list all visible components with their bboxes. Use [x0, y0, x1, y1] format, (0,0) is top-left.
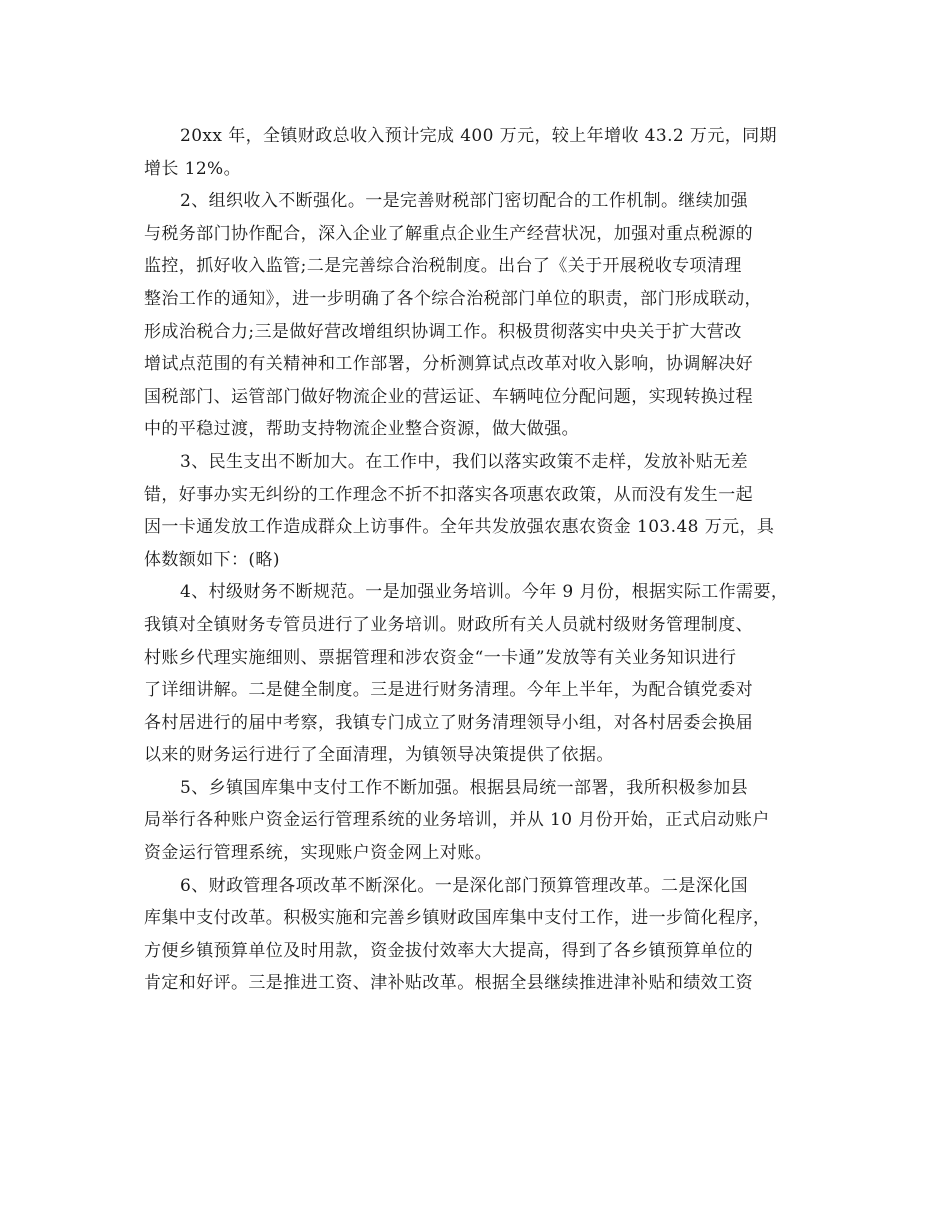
text-line: 体数额如下：(略): [144, 549, 280, 570]
text-line: 4、村级财务不断规范。一是加强业务培训。今年 9 月份，根据实际工作需要，: [180, 582, 789, 603]
text-line: 我镇对全镇财务专管员进行了业务培训。财政所有关人员就村级财务管理制度、: [144, 614, 753, 635]
text-line: 方便乡镇预算单位及时用款，资金拔付效率大大提高，得到了各乡镇预算单位的: [144, 940, 753, 961]
text-line: 5、乡镇国库集中支付工作不断加强。根据县局统一部署，我所积极参加县: [180, 777, 749, 798]
text-line: 因一卡通发放工作造成群众上访事件。全年共发放强农惠农资金 103.48 万元，具: [144, 517, 775, 538]
text-line: 形成治税合力;三是做好营改增组织协调工作。积极贯彻落实中央关于扩大营改: [144, 321, 742, 342]
text-line: 6、财政管理各项改革不断深化。一是深化部门预算管理改革。二是深化国: [180, 875, 749, 896]
text-line: 监控，抓好收入监管;二是完善综合治税制度。出台了《关于开展税收专项清理: [144, 256, 742, 277]
text-line: 错，好事办实无纠纷的工作理念不折不扣落实各项惠农政策，从而没有发生一起: [144, 484, 753, 505]
text-line: 3、民生支出不断加大。在工作中，我们以落实政策不走样，发放补贴无差: [180, 451, 749, 472]
text-line: 村账乡代理实施细则、票据管理和涉农资金“一卡通”发放等有关业务知识进行: [144, 647, 737, 668]
text-line: 20xx 年，全镇财政总收入预计完成 400 万元，较上年增收 43.2 万元，同期: [180, 126, 777, 146]
text-line: 2、组织收入不断强化。一是完善财税部门密切配合的工作机制。继续加强: [180, 191, 749, 212]
text-line: 增长 12%。: [144, 158, 241, 179]
paragraph-item-4: [144, 576, 824, 772]
text-line: 中的平稳过渡，帮助支持物流企业整合资源，做大做强。: [144, 419, 579, 440]
text-line: 增试点范围的有关精神和工作部署，分析测算试点改革对收入影响，协调解决好: [144, 354, 753, 375]
text-line: 资金运行管理系统，实现账户资金网上对账。: [144, 843, 492, 864]
text-line: 了详细讲解。二是健全制度。三是进行财务清理。今年上半年，为配合镇党委对: [144, 680, 753, 701]
paragraph-revenue-summary: [144, 120, 824, 185]
text-line: 国税部门、运管部门做好物流企业的营运证、车辆吨位分配问题，实现转换过程: [144, 386, 753, 407]
paragraph-item-5: [144, 772, 824, 870]
text-line: 以来的财务运行进行了全面清理，为镇领导决策提供了依据。: [144, 745, 614, 766]
text-line: 整治工作的通知》，进一步明确了各个综合治税部门单位的职责，部门形成联动，: [144, 288, 762, 309]
text-line: 各村居进行的届中考察，我镇专门成立了财务清理领导小组，对各村居委会换届: [144, 712, 753, 733]
text-line: 库集中支付改革。积极实施和完善乡镇财政国库集中支付工作，进一步简化程序，: [144, 908, 771, 929]
document-body: [144, 120, 824, 1000]
paragraph-item-3: [144, 446, 824, 576]
text-line: 肯定和好评。三是推进工资、津补贴改革。根据全县继续推进津补贴和绩效工资: [144, 973, 753, 994]
text-line: 与税务部门协作配合，深入企业了解重点企业生产经营状况，加强对重点税源的: [144, 223, 753, 244]
text-line: 局举行各种账户资金运行管理系统的业务培训，并从 10 月份开始，正式启动账户: [144, 810, 770, 831]
paragraph-item-6: [144, 870, 824, 1000]
paragraph-item-2: [144, 185, 824, 446]
